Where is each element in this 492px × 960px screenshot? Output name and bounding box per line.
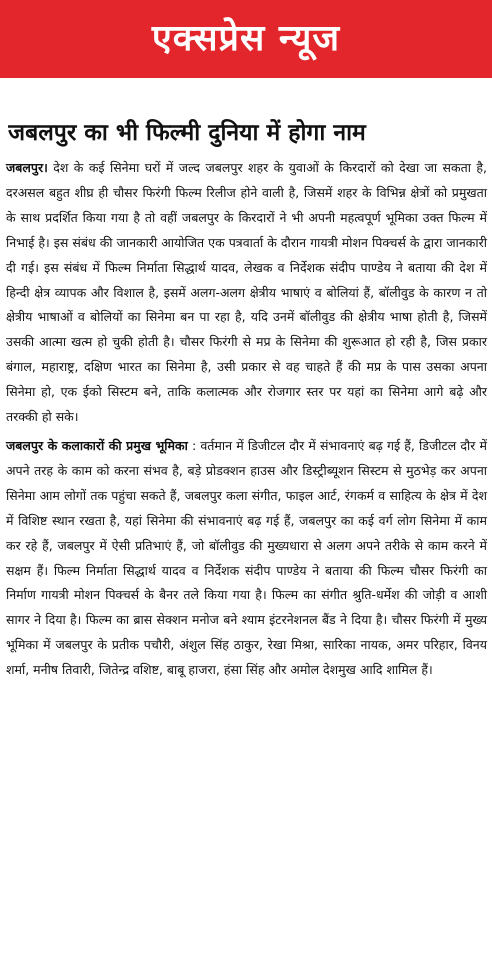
article-headline: जबलपुर का भी फिल्मी दुनिया में होगा नाम — [8, 120, 366, 146]
article-paragraph — [6, 156, 487, 430]
article-body — [6, 156, 487, 683]
dateline: जबलपुर। — [6, 160, 48, 175]
article-paragraph — [6, 434, 487, 683]
masthead-banner — [0, 0, 492, 78]
paragraph-text: देश के कई सिनेमा घरों में जल्द जबलपुर शहर के युवाओं के किरदारों को देखा जा सकता है, दरअसल बहुत शीघ्र ही चौसर फिरंगी फिल्म रिलीज होने वाली है, जिसमें शहर के विभिन्न क्षेत्रों को प्रमुखता के साथ प्रदर्शित किया गया है तो वहीं जबलपुर के किरदारों ने भी अपनी महत्वपूर्ण भूमिका उक्त फिल्म में निभाई है। इस संबंध की जानकारी आयोजित एक पत्रवार्ता के दौरान गायत्री मोशन पिक्चर्स के द्वारा जानकारी दी गई। इस संबंध में फिल्म निर्माता सिद्धार्थ यादव, लेखक व निर्देशक संदीप पाण्डेय ने बताया की देश में हिन्दी क्षेत्र व्यापक और विशाल है, इसमें अलग-अलग क्षेत्रीय भाषाएं व बोलियां हैं, बॉलीवुड के कारण न तो क्षेत्रीय भाषाओं व बोलियों का सिनेमा बन पा रहा है, यदि उनमें बॉलीवुड की क्षेत्रीय भाषा होती है, जिसमें उसकी आत्मा खत्म हो चुकी होती है। चौसर फिरंगी से मप्र के सिनेमा की शुरूआत हो रही है, जिस प्रकार बंगाल, महाराष्ट्र, दक्षिण भारत का सिनेमा है, उसी प्रकार से वह चाहते हैं की मप्र के पास उसका अपना सिनेमा हो, एक ईको सिस्टम बने, ताकि कलात्मक और रोजगार स्तर पर यहां का सिनेमा आगे बढ़े और तरक्की हो सके। — [6, 160, 487, 425]
masthead-title: एक्सप्रेस न्यूज — [151, 18, 341, 59]
paragraph-text: : वर्तमान में डिजीटल दौर में संभावनाएं बढ़ गई हैं, डिजीटल दौर में अपने तरह के काम को करना संभव है, बड़े प्रोडक्शन हाउस और डिस्ट्रीब्यूशन सिस्टम से मुठभेड़ कर अपना सिनेमा आम लोगों तक पहुंचा सकते हैं, जबलपुर कला संगीत, फाइल आर्ट, रंगकर्म व साहित्य के क्षेत्र में देश में विशिष्ट स्थान रखता है, यहां सिनेमा की संभावनाएं बढ़ गई हैं, जबलपुर का कई वर्ग लोग सिनेमा में काम कर रहे हैं, जबलपुर में ऐसी प्रतिभाएं हैं, जो बॉलीवुड की मुख्यधारा से अलग अपने तरीके से काम करने में सक्षम हैं। फिल्म निर्माता सिद्धार्थ यादव व निर्देशक संदीप पाण्डेय ने बताया की फिल्म चौसर फिरंगी का निर्माण गायत्री मोशन पिक्चर्स के बैनर तले किया गया है। फिल्म का संगीत श्रुति-धर्मेश की जोड़ी व आशी सागर ने दिया है। फिल्म का ब्रास सेक्शन मनोज बने श्याम इंटरनेशनल बैंड ने दिया है। चौसर फिरंगी में मुख्य भूमिका में जबलपुर के प्रतीक पचौरी, अंशुल सिंह ठाकुर, रेखा मिश्रा, सारिका नायक, अमर परिहार, विनय शर्मा, मनीष तिवारी, जितेन्द्र वशिष्ट, बाबू हाजरा, हंसा सिंह और अमोल देशमुख आदि शामिल हैं। — [6, 437, 487, 678]
section-subheading: जबलपुर के कलाकारों की प्रमुख भूमिका — [6, 437, 188, 453]
